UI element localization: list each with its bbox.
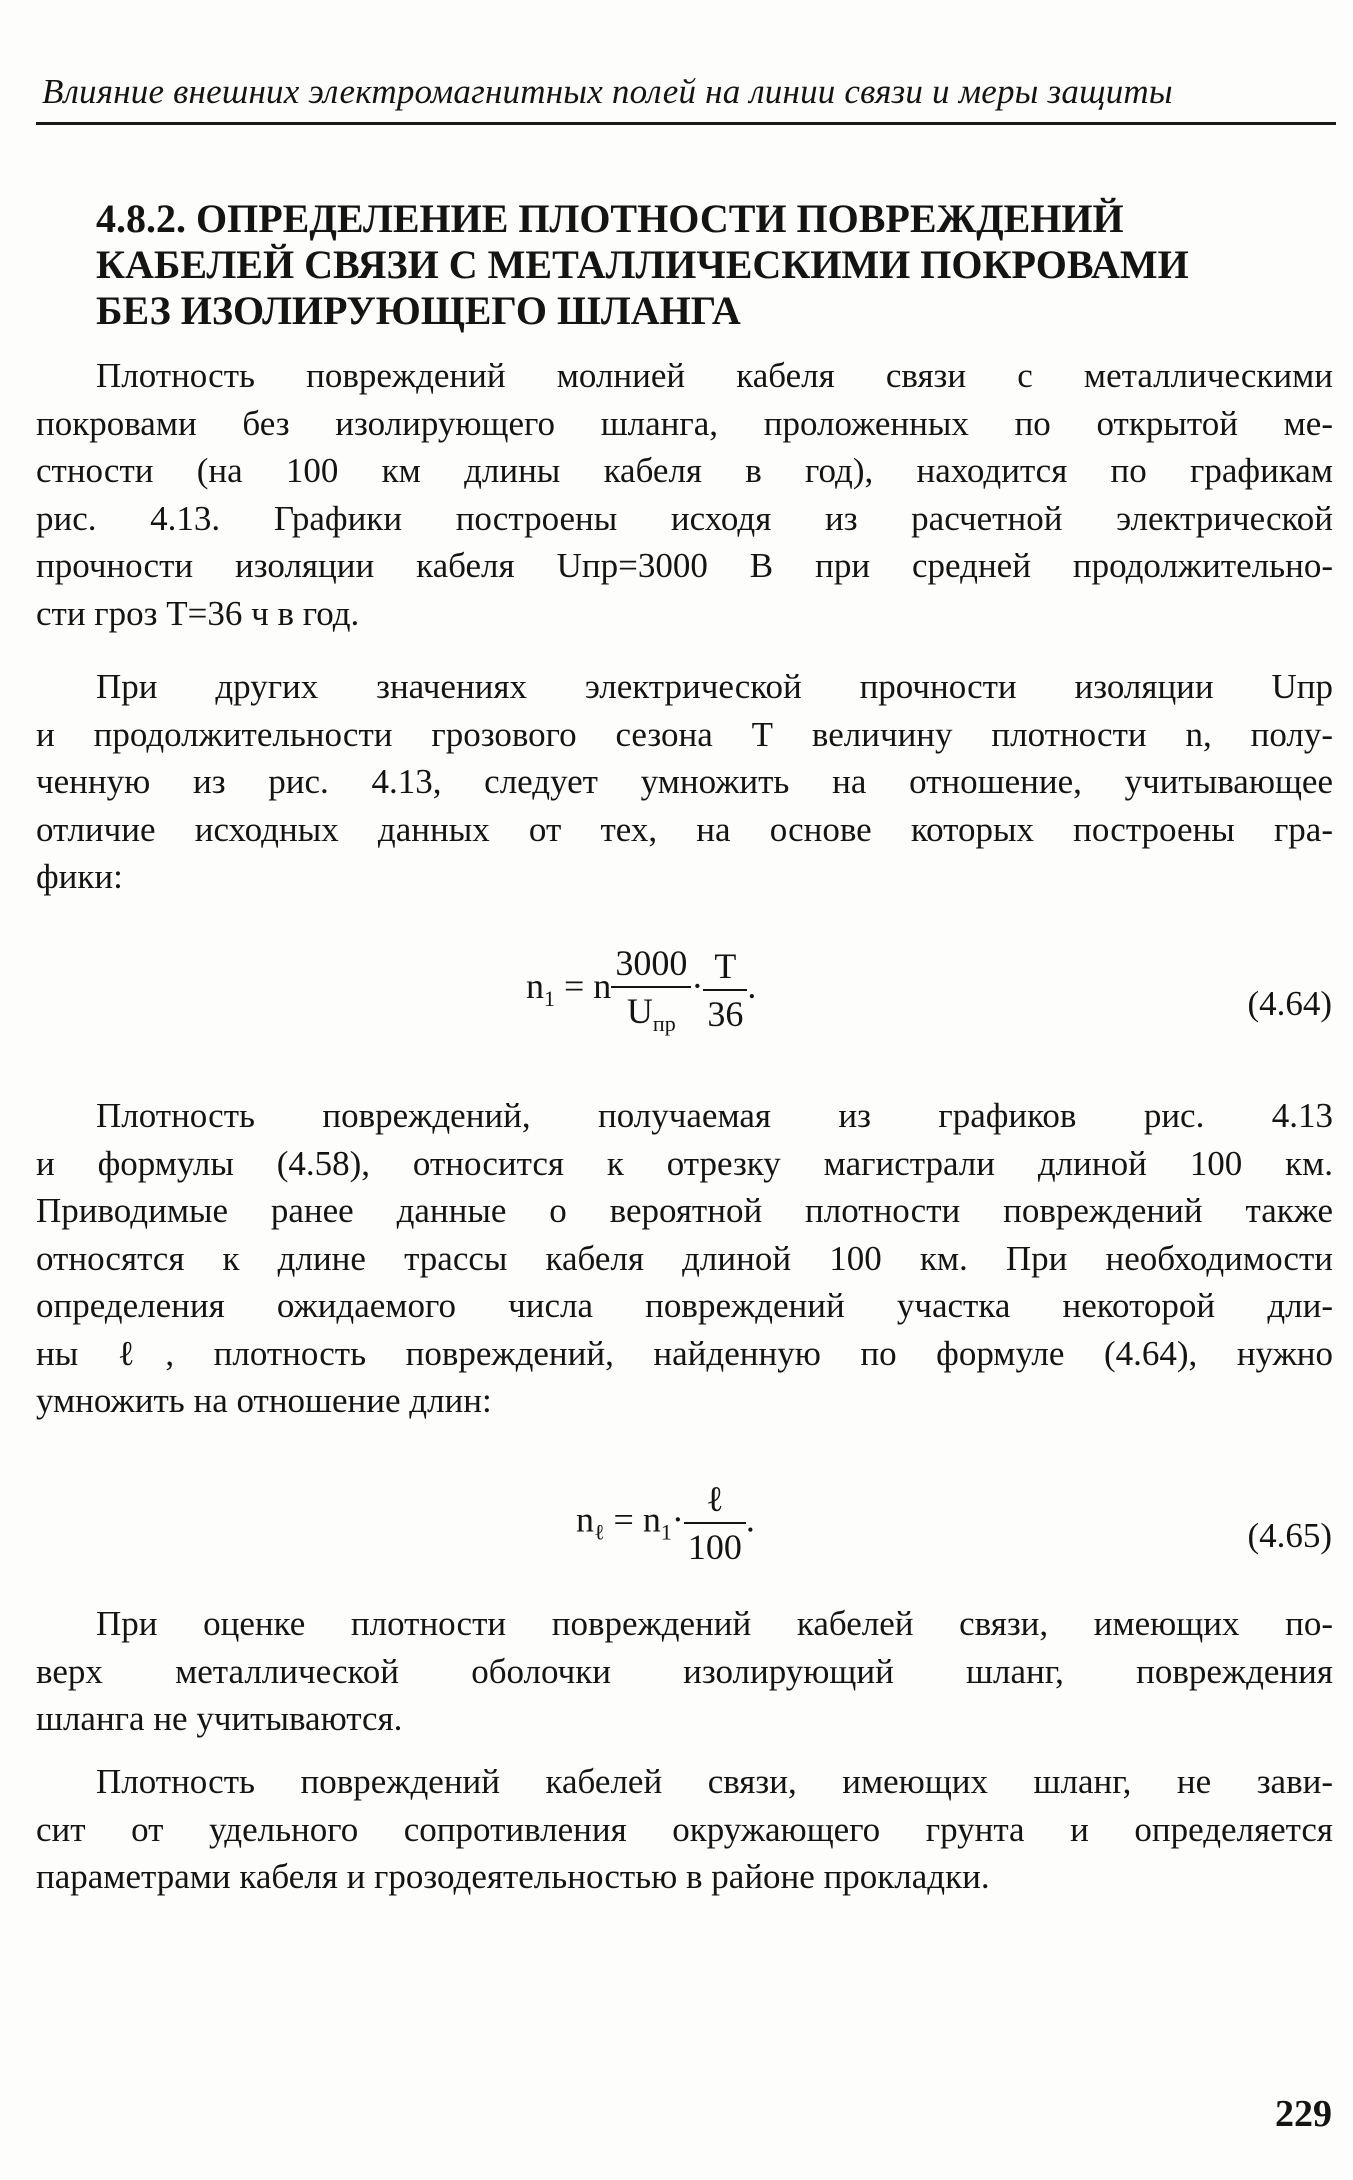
- section-title: [96, 196, 1316, 334]
- text-line: относятся к длине трассы кабеля длиной 100 км. При необходимости: [36, 1238, 1333, 1278]
- fraction-numerator: 3000: [615, 943, 688, 983]
- section-title-line: БЕЗ ИЗОЛИРУЮЩЕГО ШЛАНГА: [96, 288, 741, 333]
- formula-equals: = n: [555, 965, 612, 1006]
- fraction-numerator: T: [714, 945, 737, 986]
- denominator-symbol: U: [626, 991, 653, 1031]
- fraction-ratio-voltage: [611, 942, 691, 1037]
- text-line: сит от удельного сопротивления окружающего грунта и определяется: [36, 1809, 1333, 1849]
- formula-period: .: [745, 1499, 755, 1540]
- formula-period: .: [747, 965, 757, 1006]
- paragraph-5: [36, 1758, 1333, 1901]
- text-line: стности (на 100 км длины кабеля в год), находится по графикам: [36, 451, 1333, 490]
- paragraph-3: [36, 1092, 1333, 1425]
- text-line: покровами без изолирующего шланга, проложенных по открытой ме-: [36, 403, 1333, 443]
- formula-expression: [526, 942, 756, 1037]
- text-line: рис. 4.13. Графики построены исходя из расчетной электрической: [36, 498, 1333, 538]
- running-header: Влияние внешних электромагнитных полей на линии связи и меры защиты: [42, 72, 1173, 111]
- paragraph-1: [36, 352, 1333, 637]
- paragraph-2: [36, 663, 1333, 901]
- text-line: и продолжительности грозового сезона Т величину плотности n, полу-: [36, 714, 1333, 754]
- text-line: верх металлической оболочки изолирующий шланг, повреждения: [36, 1651, 1333, 1691]
- page-number: 229: [1275, 2093, 1332, 2135]
- fraction-length-ratio: [684, 1478, 746, 1568]
- formula-rhs-subscript: 1: [660, 1519, 672, 1545]
- text-line: определения ожидаемого числа повреждений участка некоторой дли-: [36, 1286, 1333, 1325]
- paragraph-4: [36, 1600, 1333, 1743]
- fraction-denominator: 36: [703, 989, 747, 1035]
- formula-equals: = n: [604, 1499, 661, 1540]
- text-line: сти гроз Т=36 ч в год.: [36, 593, 360, 633]
- text-line: параметрами кабеля и грозодеятельностью в районе прокладки.: [36, 1857, 990, 1896]
- formula-lhs: n: [576, 1499, 594, 1540]
- text-line: фики:: [36, 857, 123, 896]
- text-line: и формулы (4.58), относится к отрезку магистрали длиной 100 км.: [36, 1143, 1333, 1183]
- text-line: При других значениях электрической прочности изоляции Uпр: [96, 667, 1333, 706]
- text-line: Плотность повреждений молнией кабеля связи с металлическими: [96, 356, 1333, 395]
- denominator-subscript: пр: [652, 1011, 676, 1036]
- text-line: ны ℓ, плотность повреждений, найденную по формуле (4.64), нужно: [36, 1333, 1333, 1373]
- text-line: умножить на отношение длин:: [36, 1381, 492, 1420]
- text-line: Приводимые ранее данные о вероятной плотности повреждений также: [36, 1191, 1333, 1230]
- text-line: При оценке плотности повреждений кабелей связи, имеющих по-: [96, 1604, 1333, 1643]
- text-line: прочности изоляции кабеля Uпр=3000 В при средней продолжительно-: [36, 546, 1333, 585]
- text-line: шланга не учитываются.: [36, 1699, 403, 1738]
- section-title-line: 4.8.2. ОПРЕДЕЛЕНИЕ ПЛОТНОСТИ ПОВРЕЖДЕНИЙ: [96, 196, 1124, 241]
- text-line: Плотность повреждений кабелей связи, имеющих шланг, не зави-: [96, 1762, 1333, 1801]
- fraction-denominator: 100: [684, 1522, 746, 1568]
- equation-number: (4.65): [1247, 1516, 1332, 1555]
- fraction-ratio-duration: [703, 945, 747, 1035]
- text-line: ченную из рис. 4.13, следует умножить на отношение, учитывающее: [36, 762, 1333, 801]
- formula-dot: ·: [691, 965, 704, 1006]
- text-line: отличие исходных данных от тех, на основе которых построены гра-: [36, 809, 1333, 849]
- text-line: Плотность повреждений, получаемая из графиков рис. 4.13: [96, 1096, 1333, 1135]
- formula-dot: ·: [671, 1499, 684, 1540]
- formula-4-64: [36, 942, 1336, 1072]
- fraction-denominator: [611, 986, 691, 1037]
- formula-4-65: [36, 1478, 1336, 1598]
- formula-expression: [576, 1478, 755, 1568]
- formula-lhs-subscript: ℓ: [594, 1519, 605, 1545]
- section-title-line: КАБЕЛЕЙ СВЯЗИ С МЕТАЛЛИЧЕСКИМИ ПОКРОВАМИ: [96, 242, 1189, 287]
- header-rule: [36, 122, 1336, 125]
- equation-number: (4.64): [1247, 984, 1332, 1023]
- formula-lhs: n: [526, 965, 544, 1006]
- formula-lhs-subscript: 1: [544, 985, 555, 1011]
- book-page: [36, 0, 1336, 2180]
- fraction-numerator: ℓ: [706, 1479, 724, 1519]
